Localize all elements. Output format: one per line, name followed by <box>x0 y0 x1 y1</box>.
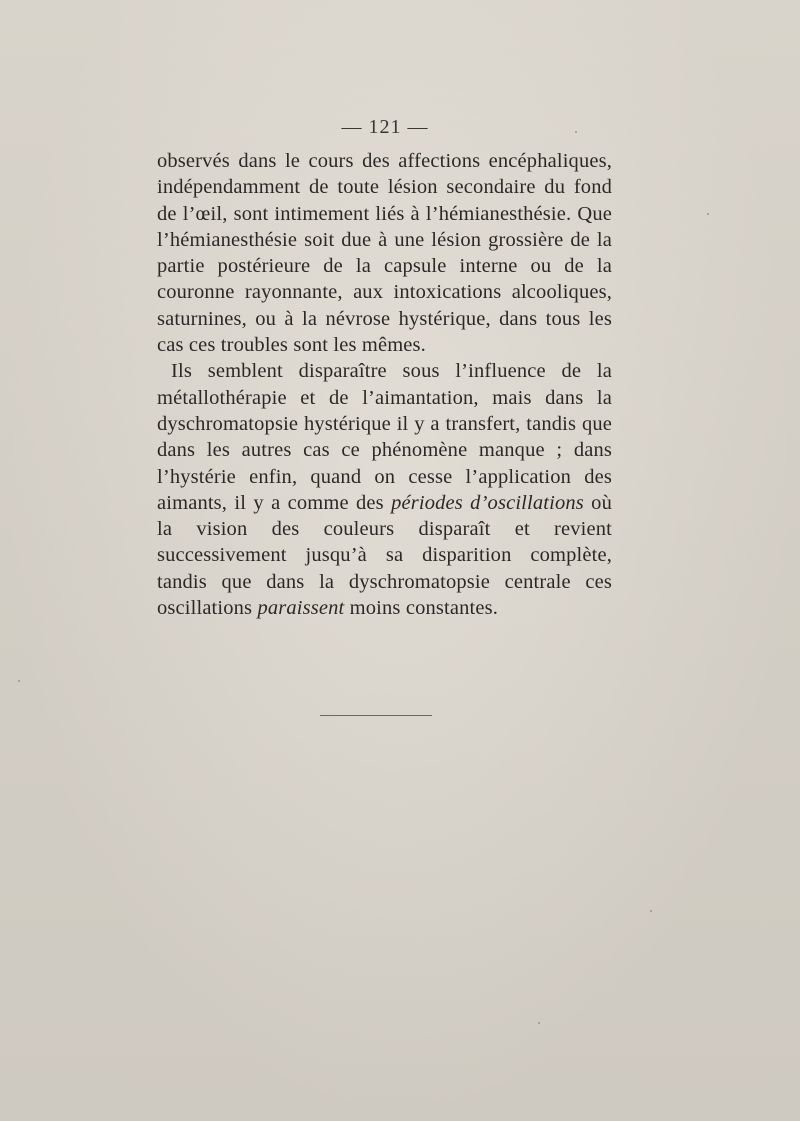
paper-speck <box>575 131 577 133</box>
paper-speck <box>650 910 652 912</box>
paper-speck <box>18 680 20 682</box>
paragraph-2-text-c: moins constantes. <box>344 597 498 620</box>
paragraph-2-italic-periodes: périodes d’oscillations <box>391 491 584 514</box>
paragraph-2-text-a: Ils semblent disparaître sous l’influence de la métallothérapie et de l’aimantation, mais dans la dyschromatopsie hystérique il y a transfert, tandis que dans les autres cas ce phénomène manque ; dans l’hystérie enfin, quand on cesse l’application des aimants, il y a comme des <box>157 360 612 514</box>
page-number: — 121 — <box>341 116 429 138</box>
paragraph-1: observés dans le cours des affections encéphaliques, indépendamment de toute lésion secondaire du fond de l’œil, sont intimement liés à l’hémianesthésie. Que l’hémianesthésie soit due à une lésion grossière de la partie postérieure de la capsule interne ou de la couronne rayonnante, aux intoxications alcooliques, saturnines, ou à la névrose hystérique, dans tous les cas ces troubles sont les mêmes. <box>157 150 612 357</box>
paragraph-2-text-b: où la vision des couleurs disparaît et revient successivement jusqu’à sa disparition complète, tandis que dans la dyschromatopsie centrale ces oscillations <box>157 491 612 620</box>
end-rule <box>320 715 432 716</box>
paper-speck <box>538 1022 540 1024</box>
paper-speck <box>707 213 709 215</box>
paragraph-2-italic-paraissent: paraissent <box>257 597 345 620</box>
body-text <box>157 148 612 621</box>
paragraph-2 <box>157 358 612 621</box>
